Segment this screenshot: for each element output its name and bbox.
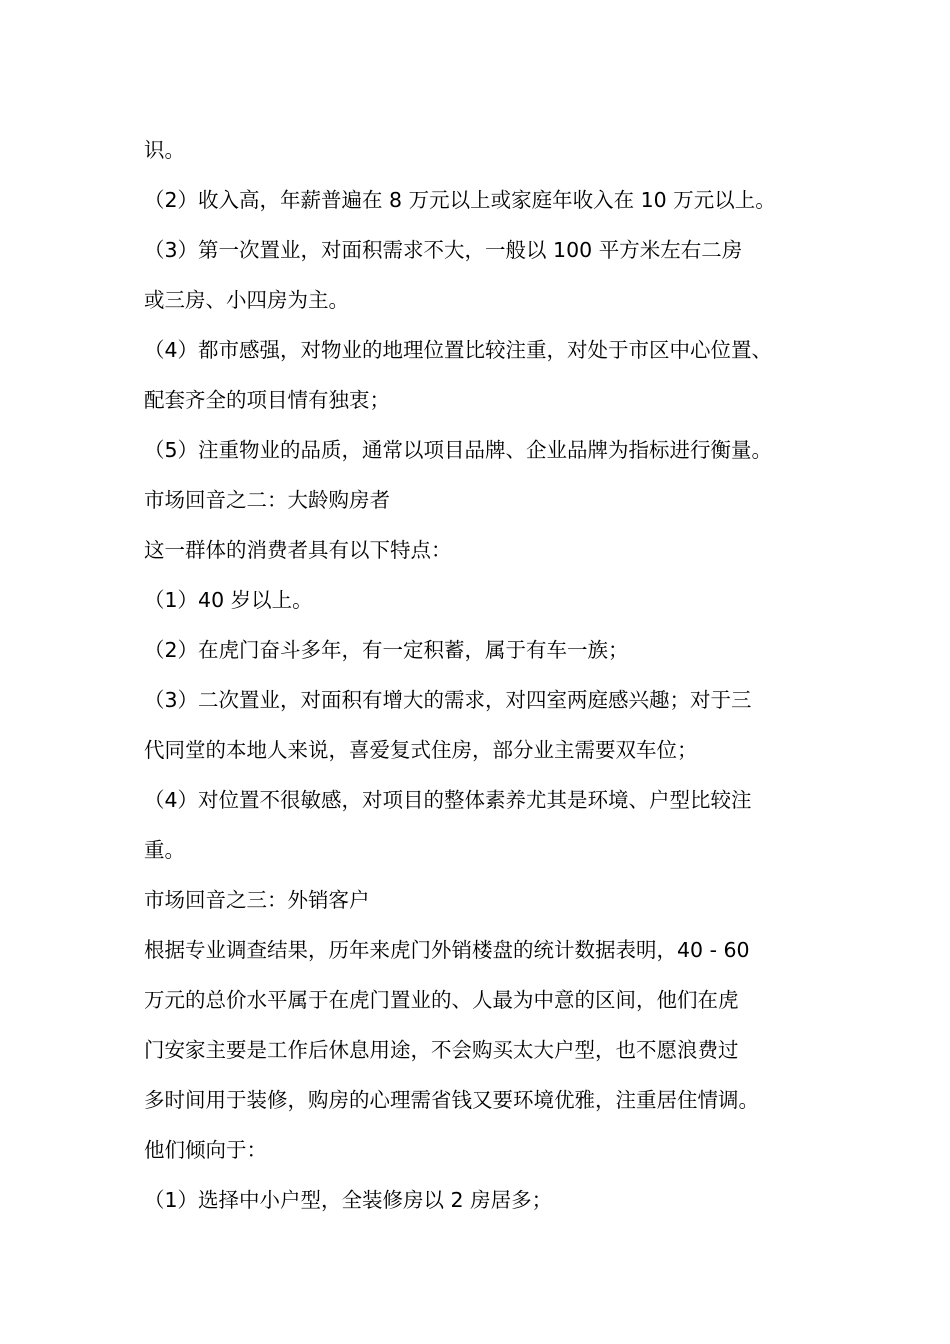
text-line: （1）40 岁以上。 xyxy=(144,588,313,612)
text-line: 他们倾向于： xyxy=(144,1138,267,1162)
section-heading: 市场回音之三：外销客户 xyxy=(144,888,370,912)
text-line: 重。 xyxy=(144,838,185,862)
text-line: 这一群体的消费者具有以下特点： xyxy=(144,538,452,562)
text-line: 配套齐全的项目情有独衷； xyxy=(144,388,390,412)
text-line: 代同堂的本地人来说，喜爱复式住房，部分业主需要双车位； xyxy=(144,738,698,762)
section-heading: 市场回音之二：大龄购房者 xyxy=(144,488,390,512)
text-line: 门安家主要是工作后休息用途，不会购买太大户型，也不愿浪费过 xyxy=(144,1038,739,1062)
text-line: （4）都市感强，对物业的地理位置比较注重，对处于市区中心位置、 xyxy=(144,338,773,362)
text-line: 万元的总价水平属于在虎门置业的、人最为中意的区间，他们在虎 xyxy=(144,988,739,1012)
text-line: 多时间用于装修，购房的心理需省钱又要环境优雅，注重居住情调。 xyxy=(144,1088,759,1112)
text-line: （5）注重物业的品质，通常以项目品牌、企业品牌为指标进行衡量。 xyxy=(144,438,773,462)
text-line: （3）二次置业，对面积有增大的需求，对四室两庭感兴趣；对于三 xyxy=(144,688,752,712)
text-line: 识。 xyxy=(144,138,185,162)
text-line: 或三房、小四房为主。 xyxy=(144,288,349,312)
text-line: （1）选择中小户型，全装修房以 2 房居多； xyxy=(144,1188,553,1212)
text-line: （2）在虎门奋斗多年，有一定积蓄，属于有车一族； xyxy=(144,638,629,662)
text-line: （2）收入高，年薪普遍在 8 万元以上或家庭年收入在 10 万元以上。 xyxy=(144,188,776,212)
text-line: （3）第一次置业，对面积需求不大，一般以 100 平方米左右二房 xyxy=(144,238,743,262)
text-line: （4）对位置不很敏感，对项目的整体素养尤其是环境、户型比较注 xyxy=(144,788,752,812)
text-line: 根据专业调查结果，历年来虎门外销楼盘的统计数据表明，40 - 60 xyxy=(144,938,750,962)
